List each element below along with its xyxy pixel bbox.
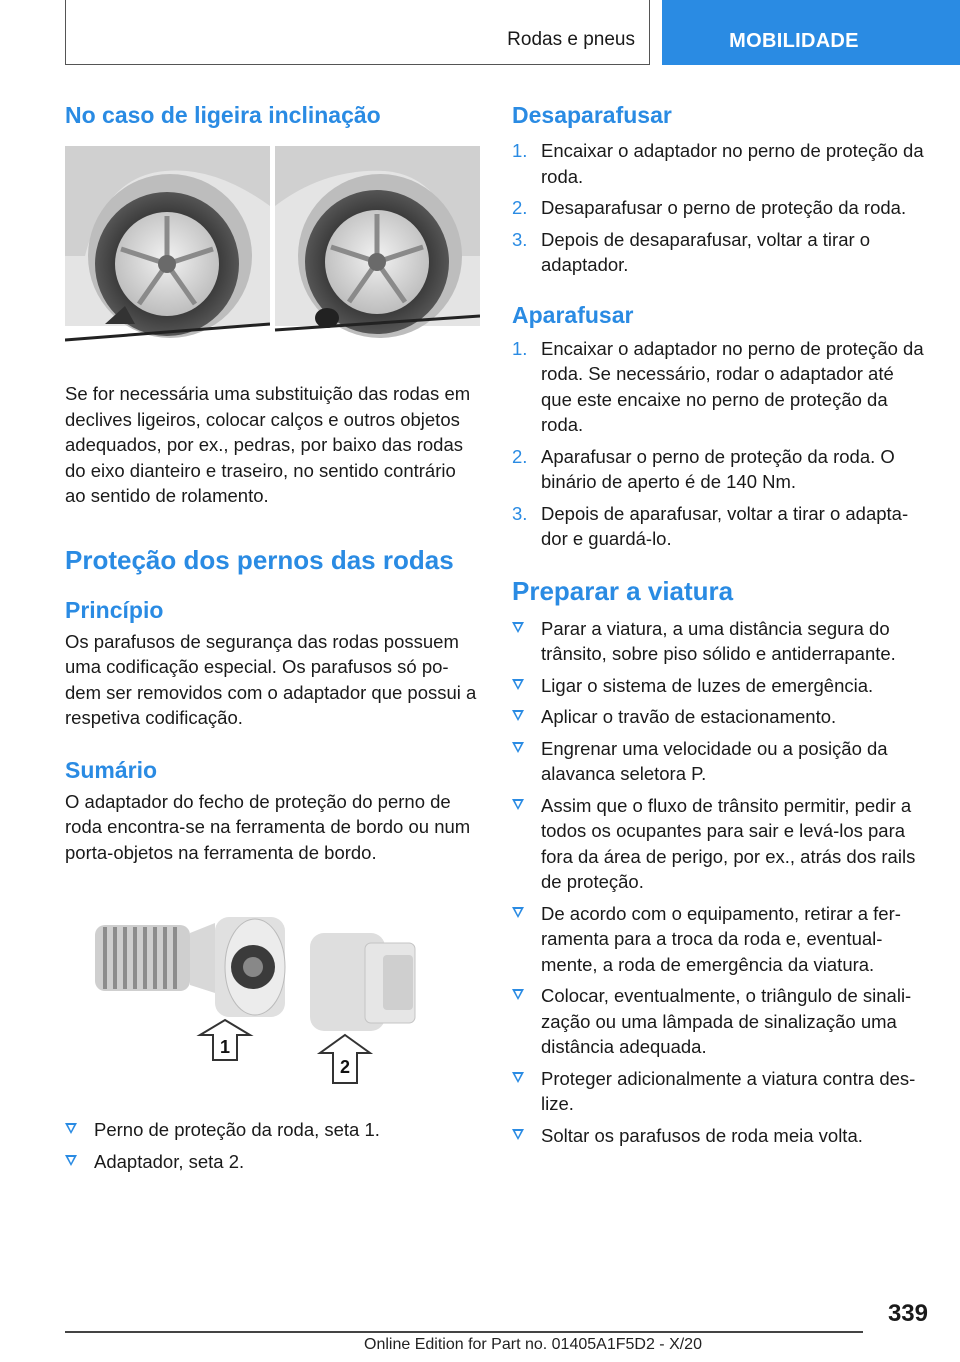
- header-section-title: Rodas e pneus: [507, 29, 635, 50]
- right-column: [512, 100, 927, 1148]
- triangle-bullet-icon: [512, 742, 524, 753]
- list-item: Ligar o sistema de luzes de emergência.: [512, 673, 927, 699]
- wheel-incline-illustration: [65, 146, 480, 351]
- arrow-2-icon: [320, 1035, 370, 1083]
- unscrew-heading: Desaparafusar: [512, 102, 672, 128]
- list-item: Engrenar uma velocidade ou a posição da alavanca seletora P.: [512, 736, 927, 787]
- lock-bolts-heading: Proteção dos pernos das rodas: [65, 544, 454, 575]
- list-item: 2. Desaparafusar o perno de proteção da roda.: [512, 197, 907, 218]
- page-number: 339: [887, 1300, 928, 1327]
- triangle-bullet-icon: [512, 710, 524, 721]
- header-chapter-label: MOBILIDADE: [729, 30, 859, 52]
- unscrew-steps: [512, 138, 927, 278]
- triangle-bullet-icon: [512, 1129, 524, 1140]
- triangle-bullet-icon: [512, 679, 524, 690]
- triangle-bullet-icon: [512, 989, 524, 1000]
- principle-text: Os parafusos de segurança das rodas possuem uma codificação especial. Os parafusos só po-dem ser removidos com o adaptador que possui a respetiva codificação.: [65, 630, 477, 728]
- legend-item: Adaptador, seta 2.: [65, 1149, 480, 1175]
- triangle-bullet-icon: [512, 622, 524, 633]
- triangle-bullet-icon: [512, 907, 524, 918]
- header-section-box: [65, 0, 650, 65]
- list-item: Soltar os parafusos de roda meia volta.: [512, 1123, 927, 1149]
- list-item: De acordo com o equipamento, retirar a fer-ramenta para a troca da roda e, eventual-mente, a roda de emergência da viatura.: [512, 901, 927, 978]
- triangle-bullet-icon: [65, 1155, 77, 1166]
- principle-heading: Princípio: [65, 596, 164, 623]
- slight-incline-text: Se for necessária uma substituição das rodas em declives ligeiros, colocar calços e outros objetos adequados, por ex., pedras, por baixo das rodas do eixo dianteiro e traseiro, no sentido contrário ao sentido de rolamento.: [65, 383, 471, 506]
- summary-heading: Sumário: [65, 756, 158, 783]
- arrow-1-icon: [200, 1020, 250, 1060]
- prepare-vehicle-heading: Preparar a viatura: [512, 575, 734, 606]
- list-item: Proteger adicionalmente a viatura contra des-lize.: [512, 1066, 927, 1117]
- screw-steps: [512, 336, 927, 552]
- summary-text: O adaptador do fecho de proteção do perno de roda encontra-se na ferramenta de bordo ou num porta-objetos na ferramenta de bordo.: [65, 790, 471, 863]
- car-wheels-image: [65, 146, 480, 351]
- triangle-bullet-icon: [512, 799, 524, 810]
- list-item: Colocar, eventualmente, o triângulo de sinali-zação ou uma lâmpada de sinalização uma distância adequada.: [512, 983, 927, 1060]
- list-item: Assim que o fluxo de trânsito permitir, pedir a todos os ocupantes para sair e levá-los para fora da área de perigo, por ex., atrás dos rails de proteção.: [512, 793, 927, 895]
- figure-label-1: 1: [219, 1037, 231, 1057]
- screw-heading: Aparafusar: [512, 301, 634, 328]
- legend-item: Perno de proteção da roda, seta 1.: [65, 1117, 480, 1143]
- figure-label-2: 2: [339, 1057, 351, 1077]
- list-item: 2. Aparafusar o perno de proteção da roda. O binário de aperto é de 140 Nm.: [512, 445, 895, 492]
- footer-edition-text: Online Edition for Part no. 01405A1F5D2 - X/20: [364, 1336, 702, 1353]
- list-item: 1. Encaixar o adaptador no perno de proteção da roda.: [512, 140, 924, 187]
- figure-legend: [65, 1117, 480, 1174]
- list-item: Aplicar o travão de estacionamento.: [512, 704, 927, 730]
- list-item: 3. Depois de aparafusar, voltar a tirar o adapta-dor e guardá-lo.: [512, 502, 909, 549]
- list-item: 3. Depois de desaparafusar, voltar a tirar o adaptador.: [512, 228, 871, 275]
- list-item: Parar a viatura, a uma distância segura do trânsito, sobre piso sólido e antiderrapante.: [512, 616, 927, 667]
- footer-divider: [65, 1331, 863, 1333]
- header-chapter-tab: [662, 0, 960, 65]
- slight-incline-heading: No caso de ligeira inclinação: [65, 102, 381, 128]
- triangle-bullet-icon: [65, 1123, 77, 1134]
- triangle-bullet-icon: [512, 1072, 524, 1083]
- bolt-adapter-image: [65, 895, 480, 1095]
- left-column: [65, 100, 480, 1174]
- lock-bolt-adapter-illustration: [65, 895, 480, 1095]
- prepare-vehicle-list: [512, 616, 927, 1149]
- list-item: 1. Encaixar o adaptador no perno de proteção da roda. Se necessário, rodar o adaptador até que este encaixe no perno de proteção da roda.: [512, 337, 924, 435]
